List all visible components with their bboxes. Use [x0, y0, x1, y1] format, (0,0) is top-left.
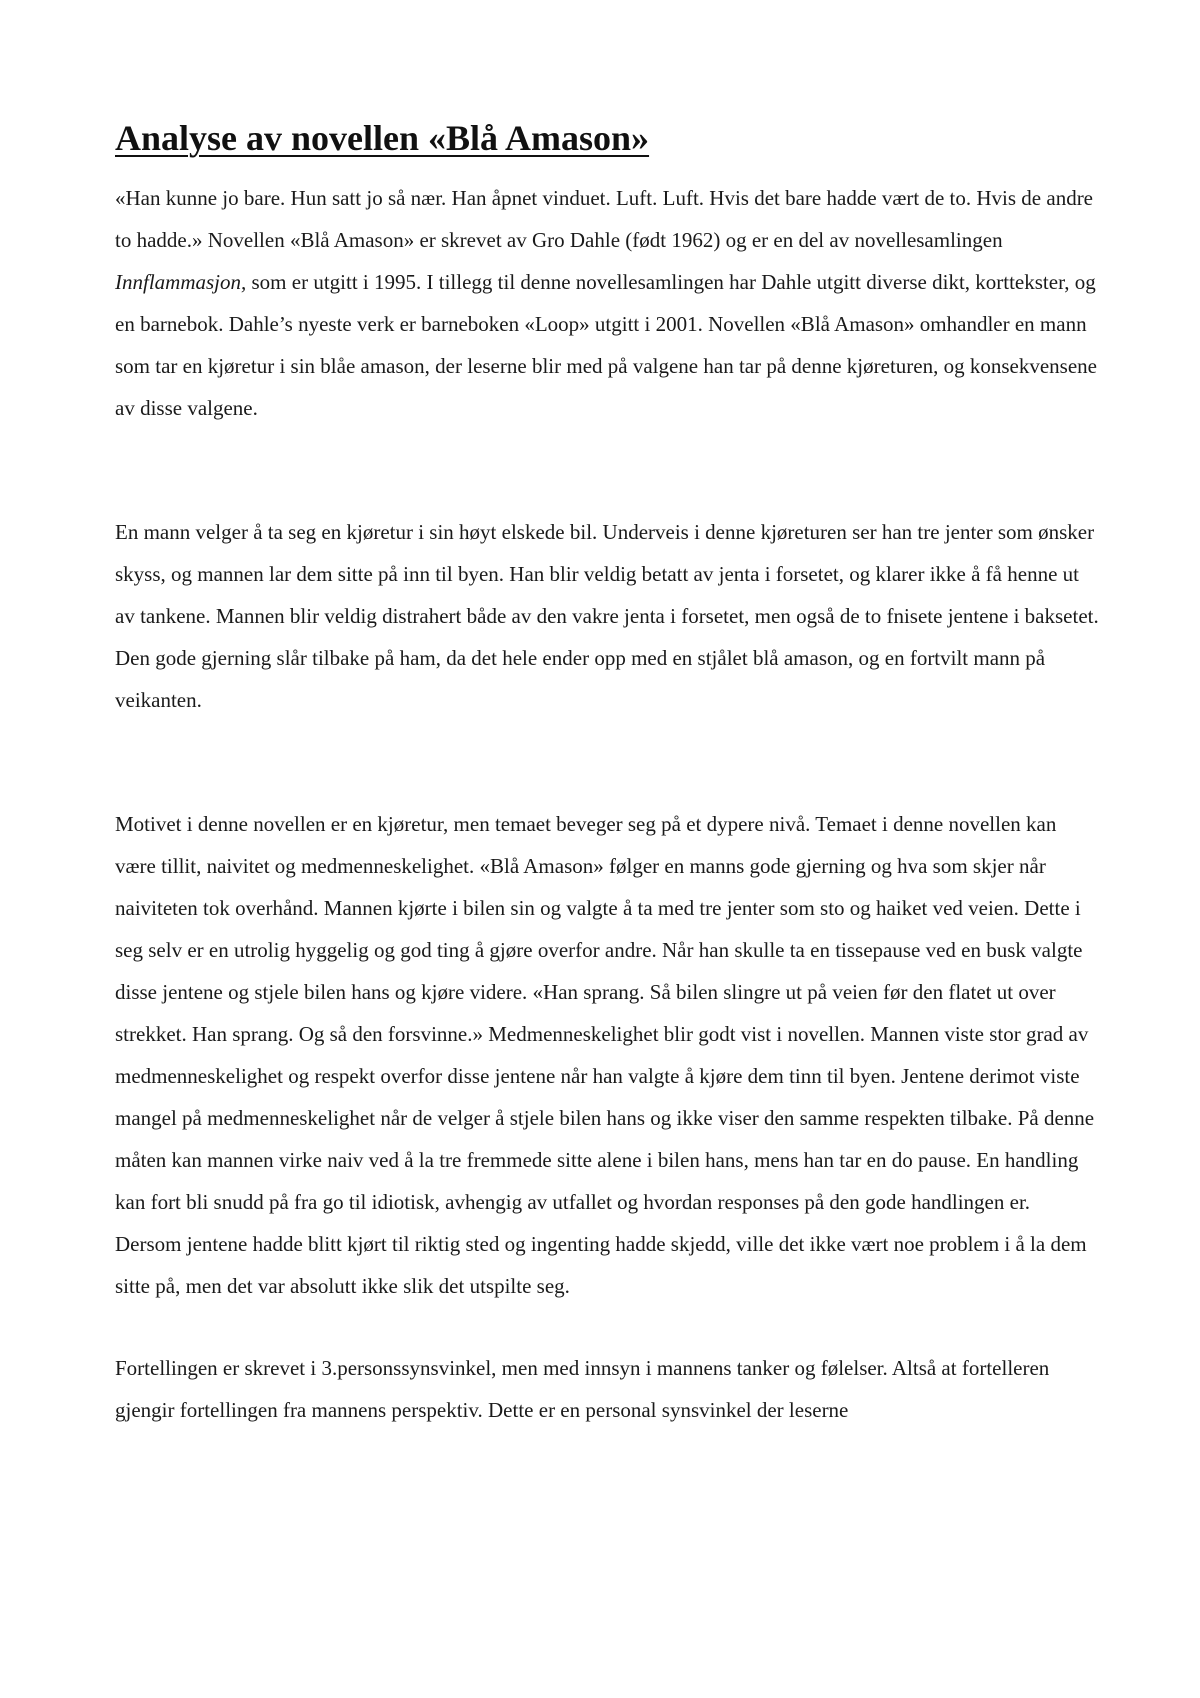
paragraph-summary: En mann velger å ta seg en kjøretur i sin høyt elskede bil. Underveis i denne kjøreturen ser han tre jenter som ønsker skyss, og mannen lar dem sitte på inn til byen. Han blir veldig betatt av jenta i forsetet, og klarer ikke å få henne ut av tankene. Mannen blir veldig distrahert både av den vakre jenta i forsetet, men også de to fnisete jentene i baksetet. Den gode gjerning slår tilbake på ham, da det hele ender opp med en stjålet blå amason, og en fortvilt mann på veikanten.	[115, 520, 1099, 712]
paragraph-spacer	[115, 721, 1100, 803]
book-title-italic: Innflammasjon,	[115, 270, 247, 294]
paragraph-spacer	[115, 429, 1100, 511]
paragraph-intro-text-start: «Han kunne jo bare. Hun satt jo så nær. Han åpnet vinduet. Luft. Luft. Hvis det bare hadde vært de to. Hvis de andre to hadde.» Novellen «Blå Amason» er skrevet av Gro Dahle (født 1962) og er en del av novellesamlingen	[115, 186, 1094, 252]
document-title: Analyse av novellen «Blå Amason»	[115, 118, 650, 158]
paragraph-intro-text-end: som er utgitt i 1995. I tillegg til denne novellesamlingen har Dahle utgitt diverse dikt, korttekster, og en barnebok. Dahle’s nyeste verk er barneboken «Loop» utgitt i 2001. Novellen «Blå Amason» omhandler en mann som tar en kjøretur i sin blåe amason, der leserne blir med på valgene han tar på denne kjøreturen, og konsekvensene av disse valgene.	[115, 270, 1097, 420]
paragraph-intro	[115, 177, 1100, 429]
paragraph-spacer	[115, 1307, 1100, 1347]
document-body	[115, 112, 1100, 1431]
paragraph-narrative-perspective: Fortellingen er skrevet i 3.personssynsvinkel, men med innsyn i mannens tanker og følelser. Altså at fortelleren gjengir fortellingen fra mannens perspektiv. Dette er en personal synsvinkel der leserne	[115, 1356, 1050, 1422]
paragraph-theme: Motivet i denne novellen er en kjøretur, men temaet beveger seg på et dypere nivå. Temaet i denne novellen kan være tillit, naivitet og medmenneskelighet. «Blå Amason» følger en manns gode gjerning og hva som skjer når naiviteten tok overhånd. Mannen kjørte i bilen sin og valgte å ta med tre jenter som sto og haiket ved veien. Dette i seg selv er en utrolig hyggelig og god ting å gjøre overfor andre. Når han skulle ta en tissepause ved en busk valgte disse jentene og stjele bilen hans og kjøre videre. «Han sprang. Så bilen slingre ut på veien før den flatet ut over strekket. Han sprang. Og så den forsvinne.» Medmenneskelighet blir godt vist i novellen. Mannen viste stor grad av medmenneskelighet og respekt overfor disse jentene når han valgte å kjøre dem tinn til byen. Jentene derimot viste mangel på medmenneskelighet når de velger å stjele bilen hans og ikke viser den samme respekten tilbake. På denne måten kan mannen virke naiv ved å la tre fremmede sitte alene i bilen hans, mens han tar en do pause. En handling kan fort bli snudd på fra go til idiotisk, avhengig av utfallet og hvordan responses på den gode handlingen er. Dersom jentene hadde blitt kjørt til riktig sted og ingenting hadde skjedd, ville det ikke vært noe problem i å la dem sitte på, men det var absolutt ikke slik det utspilte seg.	[115, 812, 1095, 1298]
